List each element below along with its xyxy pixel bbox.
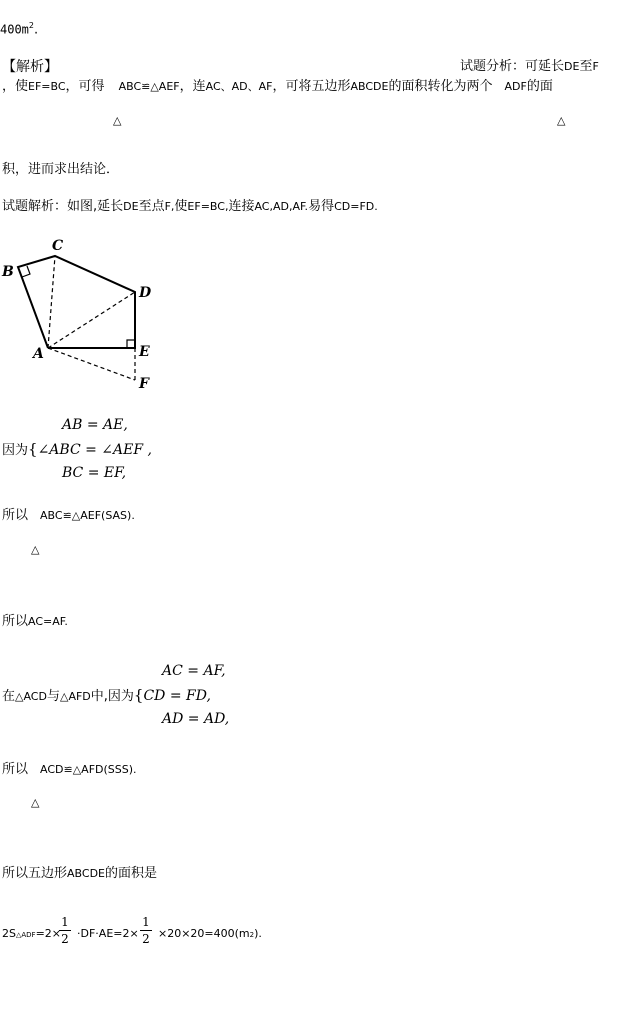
analysis-hint [460,60,599,73]
concl3-body: ACD≌△AFD(SSS). [40,763,137,776]
final-sub2: 2 [249,931,255,939]
label-a: A [33,346,44,362]
final-mid: ·DF·AE=2× [77,927,139,940]
final-tail-text: ×20×20=400(m [158,927,250,940]
dashed-ac [48,256,55,348]
intro-de: DE [123,200,139,213]
line2-d: ，可将五边形 [272,79,351,94]
final-eq1: =2× [35,927,62,940]
concl1-prefix: 所以 [2,508,29,523]
line2-abc: ABC≌ [118,80,151,93]
area-abcde: ABCDE [67,867,105,880]
answer-end: . [34,22,39,38]
system1-eq2: ∠ABC = ∠AEF , [37,442,152,458]
solution-intro [2,200,378,213]
area-suffix: 的面积是 [105,866,158,881]
hint-label: 试题分析：可延长 [460,59,565,74]
concl2-body: AC=AF. [28,615,68,628]
label-c: C [52,238,64,254]
line2-adf: ADF [504,80,527,93]
final-tail [158,928,262,939]
line2-b: ，可得 [65,79,105,94]
analysis-line-2 [2,80,553,93]
intro-e: 易得 [308,199,335,214]
system2-prefix [2,688,211,703]
area-statement [2,867,157,880]
intro-b: 至点 [138,199,165,214]
conclusion-1 [2,509,135,522]
label-f: F [139,376,149,392]
dashed-af [48,348,135,380]
pentagon-figure [0,230,170,400]
final-s: 2S [2,927,16,940]
system1-brace: { [28,440,38,458]
fraction-half-2 [140,916,152,945]
label-b: B [2,264,14,280]
line2-c: ，连 [179,79,206,94]
analysis-heading: 【解析】 [2,59,58,75]
concl2-prefix: 所以 [2,614,29,629]
hint-f: F [592,60,599,73]
intro-c: 使 [174,199,188,214]
triangle-symbol: △ [31,796,40,809]
system1-prefix-text: 因为 [2,443,29,458]
final-formula [2,928,61,939]
line2-f: 的面 [526,79,553,94]
frac1-numerator: 1 [61,915,69,929]
intro-d: 连接 [228,199,255,214]
system2-brace: { [133,686,144,704]
intro-efbc: EF=BC, [187,200,229,213]
analysis-line-3: 积，进而求出结论． [2,162,120,177]
area-prefix: 所以五边形 [2,866,68,881]
label-e: E [139,344,150,360]
right-angle-mark-b [22,266,30,277]
fraction-half-1 [59,916,71,945]
system1-eq1: AB = AE, [62,417,128,433]
intro-a: 试题解析：如图,延长 [2,199,124,214]
final-sub: △ADF [15,931,36,939]
hint-de: DE [564,60,580,73]
conclusion-2 [2,615,68,628]
intro-f: F, [164,200,175,213]
line2-aef: △AEF [150,80,180,93]
system2-prefix-b: 与 [46,689,60,704]
line2-ac: AC、AD、AF [205,80,273,93]
concl3-prefix: 所以 [2,762,29,777]
answer-line [0,22,38,36]
system2-prefix-acd: △ACD [15,690,47,703]
final-end: ). [254,927,262,940]
system2-prefix-c: 中,因为 [90,689,134,704]
system2-eq1: AC = AF, [162,663,226,679]
frac1-denominator: 2 [61,932,69,946]
hint-to: 至 [579,59,593,74]
intro-acadaf: AC,AD,AF. [254,200,309,213]
concl1-body: ABC≌△AEF(SAS). [40,509,135,522]
pentagon-outline [18,256,135,348]
system2-prefix-a: 在 [2,689,16,704]
right-angle-mark-e [127,340,135,348]
triangle-symbol: △ [113,114,122,127]
line2-a: ，使 [2,79,29,94]
frac2-numerator: 1 [142,915,150,929]
system1-prefix [2,442,152,457]
dashed-ad [48,292,135,348]
conclusion-3 [2,763,137,776]
line2-e: 的面积转化为两个 [388,79,493,94]
triangle-symbol: △ [557,114,566,127]
intro-cdfd: CD=FD. [334,200,378,213]
answer-sup: 2 [28,21,34,30]
triangle-symbol: △ [31,543,40,556]
system1-eq3: BC = EF, [62,465,127,481]
frac2-denominator: 2 [142,932,150,946]
answer-value: 400m [0,22,29,37]
system2-eq3: AD = AD, [162,711,230,727]
label-d: D [139,285,152,301]
system2-eq2: CD = FD, [143,688,211,704]
system2-prefix-afd: △AFD [59,690,91,703]
line2-efbc: EF=BC [28,80,66,93]
line2-abcde: ABCDE [350,80,389,93]
